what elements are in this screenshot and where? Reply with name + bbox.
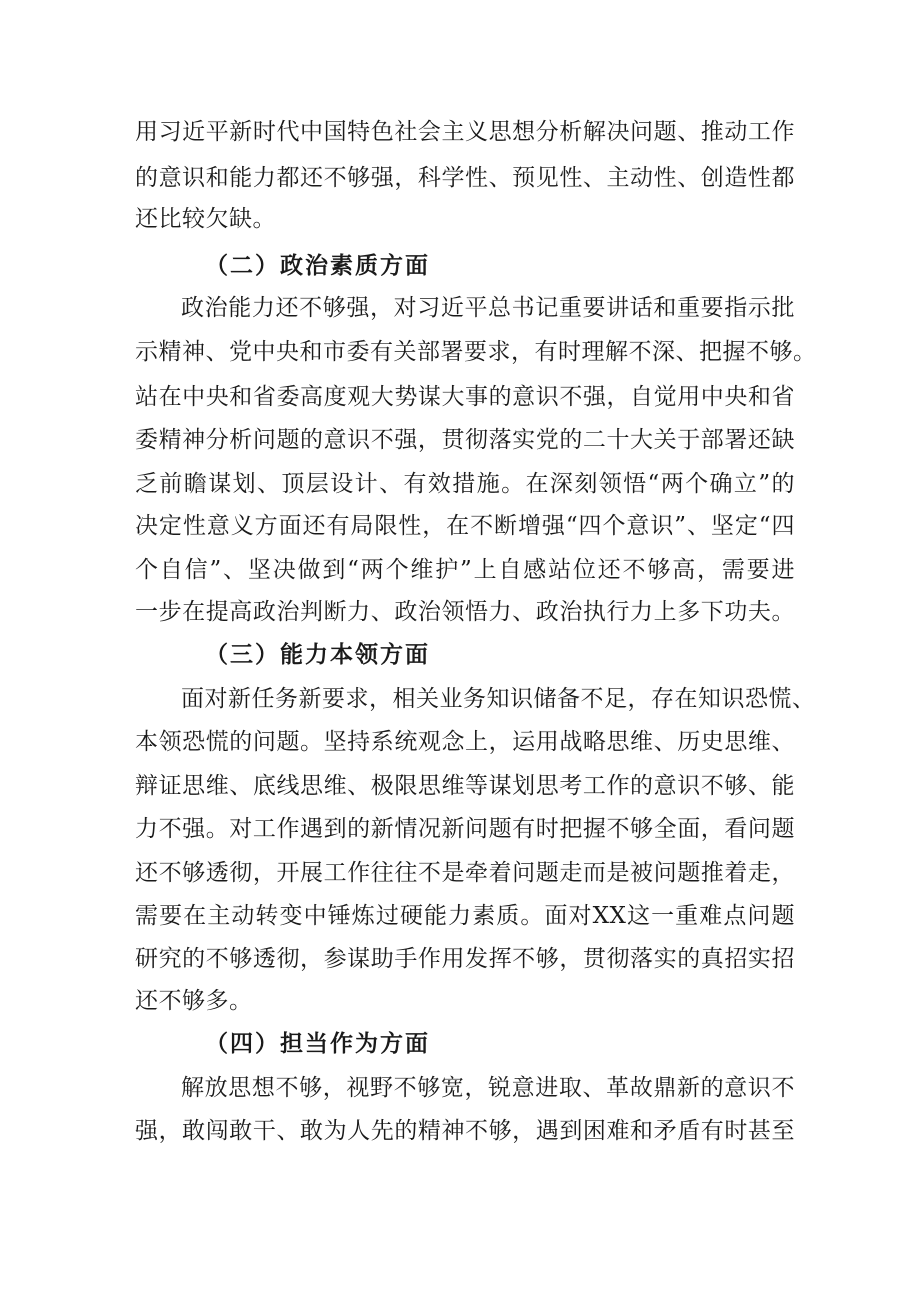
paragraph-line: 面对新任务新要求，相关业务知识储备不足，存在知识恐慌、 [181, 686, 816, 712]
section-heading-responsibility: （四）担当作为方面 [205, 1030, 430, 1057]
paragraph-line: 示精神、党中央和市委有关部署要求，有时理解不深、把握不够。 [135, 339, 817, 365]
paragraph-line: 强，敢闯敢干、敢为人先的精神不够，遇到困难和矛盾有时甚至 [135, 1118, 795, 1144]
paragraph-line: 还比较欠缺。 [135, 206, 276, 232]
paragraph-line: 力不强。对工作遇到的新情况新问题有时把握不够全面，看问题 [135, 816, 795, 842]
paragraph-line: 的意识和能力都还不够强，科学性、预见性、主动性、创造性都 [135, 165, 795, 191]
section-heading-ability: （三）能力本领方面 [205, 641, 430, 668]
paragraph-line: 乏前瞻谋划、顶层设计、有效措施。在深刻领悟“两个确立”的 [135, 471, 795, 497]
paragraph-line: 站在中央和省委高度观大势谋大事的意识不强，自觉用中央和省 [135, 384, 795, 410]
paragraph-line: 辩证思维、底线思维、极限思维等谋划思考工作的意识不够、能 [135, 773, 795, 799]
paragraph-line: 用习近平新时代中国特色社会主义思想分析解决问题、推动工作 [135, 119, 795, 145]
paragraph-line: 个自信”、坚决做到“两个维护”上自感站位还不够高，需要进 [135, 557, 795, 583]
paragraph-line: 决定性意义方面还有局限性，在不断增强“四个意识”、坚定“四 [135, 513, 795, 539]
section-heading-political-quality: （二）政治素质方面 [205, 252, 430, 279]
paragraph-line: 政治能力还不够强，对习近平总书记重要讲话和重要指示批 [181, 295, 795, 321]
paragraph-line: 本领恐慌的问题。坚持系统观念上，运用战略思维、历史思维、 [135, 729, 795, 755]
paragraph-line: 解放思想不够，视野不够宽，锐意进取、革故鼎新的意识不 [181, 1075, 795, 1101]
paragraph-line: 还不够多。 [135, 988, 253, 1014]
paragraph-line: 还不够透彻，开展工作往往不是牵着问题走而是被问题推着走， [135, 860, 795, 886]
paragraph-line: 一步在提高政治判断力、政治领悟力、政治执行力上多下功夫。 [135, 599, 795, 625]
paragraph-line: 需要在主动转变中锤炼过硬能力素质。面对XX这一重难点问题 [135, 903, 795, 929]
paragraph-line: 研究的不够透彻，参谋助手作用发挥不够，贯彻落实的真招实招 [135, 946, 795, 972]
paragraph-line: 委精神分析问题的意识不强，贯彻落实党的二十大关于部署还缺 [135, 427, 795, 453]
